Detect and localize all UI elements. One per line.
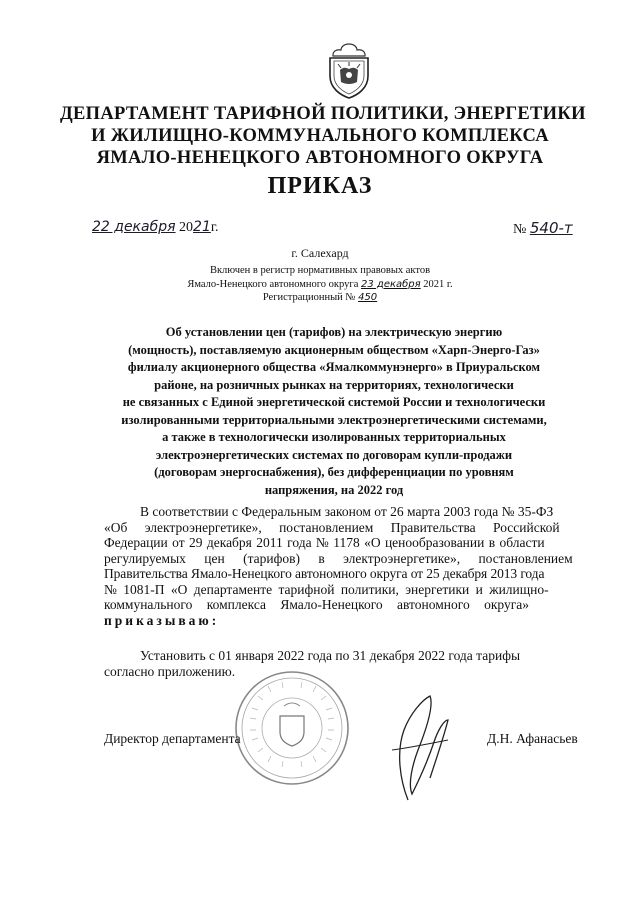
preamble-line: № 1081-П «О департаменте тарифной политики, энергетики и жилищно-	[104, 581, 549, 597]
registry-number-label: Регистрационный №	[262, 292, 356, 303]
number-label: №	[513, 222, 527, 237]
date-year-prefix: 20	[179, 220, 194, 235]
subject-line: районе, на розничных рынках на территориях, технологически	[154, 377, 514, 392]
department-line: И ЖИЛИЩНО-КОММУНАЛЬНОГО КОМПЛЕКСА	[91, 126, 549, 146]
department-line: ЯМАЛО-НЕНЕЦКОГО АВТОНОМНОГО ОКРУГА	[96, 148, 544, 168]
signer-position: Директор департамента	[104, 731, 241, 746]
registry-line-3	[140, 291, 500, 305]
registry-year: 2021 г.	[423, 278, 453, 290]
registry-date-hand: 23 декабря	[361, 278, 421, 290]
registry-line-2	[140, 278, 500, 292]
subject-line: (договорам энергоснабжения), без дифференциации по уровням	[154, 465, 514, 479]
date-year-hand: 21	[193, 219, 211, 235]
department-line: ДЕПАРТАМЕНТ ТАРИФНОЙ ПОЛИТИКИ, ЭНЕРГЕТИКИ	[60, 104, 586, 124]
order-subject	[104, 324, 564, 499]
resolution	[104, 648, 601, 679]
signer-name: Д.Н. Афанасьев	[487, 731, 578, 746]
subject-line: не связанных с Единой энергетической системой России и технологически	[122, 395, 546, 409]
registry-block	[140, 264, 500, 305]
subject-line: электроэнергетических системах по договорам купли-продажи	[155, 447, 513, 462]
number-value: 540-т	[529, 219, 573, 237]
registry-number-hand: 450	[358, 292, 378, 303]
resolution-line: Установить с 01 января 2022 года по 31 декабря 2022 года тарифы	[140, 648, 521, 663]
registry-okrug: Ямало-Ненецкого автономного округа	[187, 278, 359, 290]
subject-line: а также в технологически изолированных территориальных	[162, 430, 506, 444]
preamble-line: В соответствии с Федеральным законом от 26 марта 2003 года № 35-ФЗ	[140, 504, 554, 519]
preamble-line: коммунального комплекса Ямало-Ненецкого автономного округа»	[104, 597, 529, 612]
registry-line-1: Включен в регистр нормативных правовых актов	[209, 265, 431, 276]
department-header	[60, 103, 586, 169]
handwritten-signature-icon	[378, 690, 468, 810]
date-handwritten: 22 декабря	[92, 219, 176, 235]
date-suffix: г.	[210, 220, 219, 235]
preamble-line: Федерации от 29 декабря 2011 года № 1178 «О ценообразовании в области	[104, 535, 545, 550]
resolution-line: согласно приложению.	[104, 663, 236, 679]
preamble-line: «Об электроэнергетике», постановлением Правительства Российской	[104, 519, 560, 535]
subject-line: (мощность), поставляемую акционерным обществом «Харп-Энерго-Газ»	[128, 342, 540, 357]
order-date	[92, 219, 219, 236]
preamble-line: Правительства Ямало-Ненецкого автономного округа от 25 декабря 2013 года	[104, 566, 545, 581]
city: г. Салехард	[291, 246, 349, 260]
order-number	[513, 219, 573, 238]
orders-word: приказываю:	[104, 612, 220, 628]
subject-line: Об установлении цен (тарифов) на электрическую энергию	[165, 325, 503, 339]
official-seal-icon	[232, 668, 352, 788]
preamble-line: регулируемых цен (тарифов) в электроэнергетике», постановлением	[104, 550, 573, 566]
preamble	[104, 504, 601, 628]
subject-line: филиалу акционерного общества «Ямалкоммунэнерго» в Приуральском	[127, 360, 541, 374]
subject-line: изолированными территориальными электроэнергетическими системами,	[121, 412, 547, 427]
coat-of-arms-icon	[324, 42, 374, 100]
document-type-title: ПРИКАЗ	[267, 173, 373, 199]
subject-line: напряжения, на 2022 год	[264, 482, 404, 497]
